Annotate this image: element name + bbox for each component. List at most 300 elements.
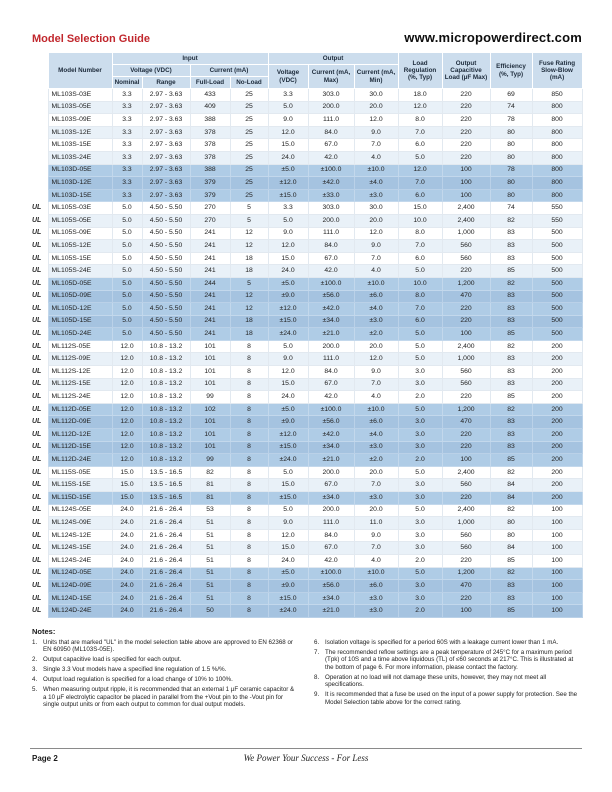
- col-header-full-load: Full-Load: [190, 77, 230, 89]
- note-text: It is recommended that a fuse be used on the input of a power supply for protection. See the Model Selection table above for the correct rating.: [325, 691, 578, 706]
- table-row-single-output: [30, 126, 582, 139]
- output-current-min: ±3.0: [354, 492, 398, 505]
- input-voltage-range: 10.8 - 13.2: [142, 429, 190, 442]
- input-voltage-nominal: 24.0: [112, 529, 142, 542]
- capacitive-load: 220: [442, 101, 490, 114]
- ul-mark: UL: [30, 214, 48, 227]
- input-voltage-range: 2.97 - 3.63: [142, 126, 190, 139]
- model-number: ML115S-05E: [48, 466, 112, 479]
- input-voltage-range: 10.8 - 13.2: [142, 403, 190, 416]
- input-voltage-nominal: 12.0: [112, 454, 142, 467]
- input-current-full-load: 388: [190, 114, 230, 127]
- model-number: ML105S-05E: [48, 214, 112, 227]
- load-regulation: 2.0: [398, 391, 442, 404]
- model-number: ML105D-24E: [48, 328, 112, 341]
- model-number: ML124D-24E: [48, 605, 112, 618]
- ul-mark: [30, 126, 48, 139]
- input-voltage-range: 13.5 - 16.5: [142, 479, 190, 492]
- website-url: www.micropowerdirect.com: [404, 30, 582, 45]
- fuse-rating: 200: [532, 492, 582, 505]
- input-current-full-load: 82: [190, 466, 230, 479]
- capacitive-load: 560: [442, 378, 490, 391]
- capacitive-load: 220: [442, 126, 490, 139]
- output-voltage: ±9.0: [268, 290, 308, 303]
- ul-mark: [30, 114, 48, 127]
- output-current-min: ±3.0: [354, 189, 398, 202]
- input-current-full-load: 241: [190, 328, 230, 341]
- output-voltage: 12.0: [268, 366, 308, 379]
- ul-mark: UL: [30, 265, 48, 278]
- model-number: ML112D-09E: [48, 416, 112, 429]
- input-current-no-load: 8: [230, 580, 268, 593]
- model-number: ML105D-12E: [48, 303, 112, 316]
- fuse-rating: 200: [532, 479, 582, 492]
- note-text: Output capacitive load is specified for each output.: [43, 656, 182, 664]
- input-current-no-load: 8: [230, 542, 268, 555]
- ul-mark: UL: [30, 366, 48, 379]
- fuse-rating: 200: [532, 441, 582, 454]
- output-current-min: 9.0: [354, 240, 398, 253]
- output-current-min: 7.0: [354, 139, 398, 152]
- load-regulation: 5.0: [398, 567, 442, 580]
- output-voltage: 9.0: [268, 517, 308, 530]
- ul-mark: UL: [30, 252, 48, 265]
- input-voltage-nominal: 3.3: [112, 89, 142, 102]
- output-current-min: ±6.0: [354, 416, 398, 429]
- input-current-full-load: 51: [190, 517, 230, 530]
- input-voltage-range: 4.50 - 5.50: [142, 303, 190, 316]
- ul-mark: UL: [30, 492, 48, 505]
- model-table-body: [30, 89, 582, 618]
- efficiency: 82: [490, 504, 532, 517]
- capacitive-load: 100: [442, 164, 490, 177]
- input-current-full-load: 51: [190, 542, 230, 555]
- input-current-no-load: 8: [230, 403, 268, 416]
- note-number: 7.: [314, 648, 320, 656]
- notes-title: Notes:: [32, 626, 56, 636]
- input-current-full-load: 241: [190, 290, 230, 303]
- output-current-min: 4.0: [354, 151, 398, 164]
- ul-mark: UL: [30, 378, 48, 391]
- table-row-dual-output: [30, 605, 582, 618]
- input-voltage-nominal: 5.0: [112, 214, 142, 227]
- input-current-no-load: 18: [230, 252, 268, 265]
- capacitive-load: 100: [442, 454, 490, 467]
- model-number: ML124S-12E: [48, 529, 112, 542]
- capacitive-load: 220: [442, 492, 490, 505]
- table-row-single-output: [30, 554, 582, 567]
- ul-mark: [30, 89, 48, 102]
- input-current-no-load: 5: [230, 277, 268, 290]
- fuse-rating: 200: [532, 366, 582, 379]
- input-voltage-range: 2.97 - 3.63: [142, 114, 190, 127]
- load-regulation: 3.0: [398, 542, 442, 555]
- efficiency: 69: [490, 89, 532, 102]
- output-voltage: ±15.0: [268, 441, 308, 454]
- load-regulation: 2.0: [398, 605, 442, 618]
- input-voltage-nominal: 24.0: [112, 580, 142, 593]
- output-voltage: 15.0: [268, 139, 308, 152]
- output-current-max: 67.0: [308, 378, 354, 391]
- table-row-single-output: [30, 252, 582, 265]
- ul-mark: UL: [30, 290, 48, 303]
- table-row-single-output: [30, 378, 582, 391]
- efficiency: 84: [490, 492, 532, 505]
- input-current-no-load: 25: [230, 189, 268, 202]
- table-row-single-output: [30, 391, 582, 404]
- input-current-no-load: 8: [230, 454, 268, 467]
- input-current-no-load: 25: [230, 164, 268, 177]
- model-number: ML103S-09E: [48, 114, 112, 127]
- load-regulation: 3.0: [398, 592, 442, 605]
- input-voltage-range: 21.6 - 26.4: [142, 580, 190, 593]
- input-voltage-nominal: 12.0: [112, 416, 142, 429]
- model-number: ML105D-15E: [48, 315, 112, 328]
- input-current-no-load: 8: [230, 429, 268, 442]
- output-current-max: ±21.0: [308, 605, 354, 618]
- output-current-min: 30.0: [354, 202, 398, 215]
- table-row-dual-output: [30, 441, 582, 454]
- table-header: [30, 53, 582, 89]
- note-text: The recommended reflow settings are a peak temperature of 245°C for a maximum period (Tpk) of 10S and a time above liquidous (TL) of ≤60 seconds at 217°C. This is illustrated at the bottom of page 6. For more information, please contact the factory.: [325, 648, 574, 671]
- note-item: [32, 639, 298, 654]
- efficiency: 83: [490, 303, 532, 316]
- model-number: ML112D-15E: [48, 441, 112, 454]
- ul-mark: UL: [30, 416, 48, 429]
- input-voltage-nominal: 15.0: [112, 466, 142, 479]
- note-number: 6.: [314, 638, 320, 646]
- load-regulation: 3.0: [398, 429, 442, 442]
- input-voltage-nominal: 3.3: [112, 189, 142, 202]
- table-row-single-output: [30, 101, 582, 114]
- output-voltage: 24.0: [268, 391, 308, 404]
- load-regulation: 3.0: [398, 378, 442, 391]
- output-current-max: ±34.0: [308, 592, 354, 605]
- output-current-max: 42.0: [308, 151, 354, 164]
- input-current-no-load: 25: [230, 114, 268, 127]
- model-number: ML124S-05E: [48, 504, 112, 517]
- fuse-rating: 550: [532, 202, 582, 215]
- output-current-min: 7.0: [354, 542, 398, 555]
- table-row-single-output: [30, 227, 582, 240]
- ul-mark: UL: [30, 580, 48, 593]
- efficiency: 84: [490, 542, 532, 555]
- note-text: Single 3.3 Vout models have a specified line regulation of 1.5 %/%.: [43, 666, 227, 674]
- input-voltage-range: 2.97 - 3.63: [142, 101, 190, 114]
- output-current-min: 11.0: [354, 517, 398, 530]
- model-number: ML124S-24E: [48, 554, 112, 567]
- input-voltage-nominal: 5.0: [112, 303, 142, 316]
- model-number: ML105S-12E: [48, 240, 112, 253]
- input-voltage-nominal: 5.0: [112, 252, 142, 265]
- output-voltage: 9.0: [268, 227, 308, 240]
- output-voltage: 5.0: [268, 340, 308, 353]
- ul-mark: UL: [30, 517, 48, 530]
- load-regulation: 3.0: [398, 441, 442, 454]
- output-current-min: 20.0: [354, 504, 398, 517]
- fuse-rating: 500: [532, 315, 582, 328]
- note-item: [314, 649, 580, 672]
- fuse-rating: 100: [532, 605, 582, 618]
- input-current-full-load: 379: [190, 189, 230, 202]
- ul-column-header: [30, 53, 48, 89]
- input-current-no-load: 18: [230, 328, 268, 341]
- input-voltage-range: 13.5 - 16.5: [142, 492, 190, 505]
- input-current-no-load: 25: [230, 139, 268, 152]
- capacitive-load: 560: [442, 479, 490, 492]
- ul-mark: UL: [30, 479, 48, 492]
- input-voltage-nominal: 3.3: [112, 101, 142, 114]
- output-voltage: 9.0: [268, 114, 308, 127]
- output-voltage: ±15.0: [268, 592, 308, 605]
- efficiency: 82: [490, 466, 532, 479]
- output-current-min: 9.0: [354, 529, 398, 542]
- col-header-capacitive-load: Output Capacitive Load (µF Max): [442, 53, 490, 89]
- fuse-rating: 100: [532, 580, 582, 593]
- output-current-max: ±42.0: [308, 429, 354, 442]
- output-voltage: ±5.0: [268, 277, 308, 290]
- input-voltage-nominal: 5.0: [112, 202, 142, 215]
- input-voltage-nominal: 15.0: [112, 492, 142, 505]
- input-current-full-load: 101: [190, 340, 230, 353]
- table-row-dual-output: [30, 177, 582, 190]
- efficiency: 83: [490, 429, 532, 442]
- output-voltage: ±9.0: [268, 580, 308, 593]
- input-current-full-load: 51: [190, 567, 230, 580]
- input-voltage-range: 10.8 - 13.2: [142, 378, 190, 391]
- notes-column-left: [32, 639, 298, 712]
- output-voltage: 5.0: [268, 466, 308, 479]
- load-regulation: 6.0: [398, 139, 442, 152]
- output-current-min: ±4.0: [354, 429, 398, 442]
- input-voltage-range: 21.6 - 26.4: [142, 517, 190, 530]
- fuse-rating: 800: [532, 114, 582, 127]
- capacitive-load: 560: [442, 542, 490, 555]
- fuse-rating: 200: [532, 454, 582, 467]
- input-voltage-nominal: 12.0: [112, 366, 142, 379]
- input-current-no-load: 8: [230, 517, 268, 530]
- input-current-no-load: 8: [230, 391, 268, 404]
- capacitive-load: 2,400: [442, 340, 490, 353]
- ul-mark: [30, 151, 48, 164]
- output-current-min: 20.0: [354, 214, 398, 227]
- output-voltage: 24.0: [268, 554, 308, 567]
- fuse-rating: 200: [532, 403, 582, 416]
- input-voltage-range: 2.97 - 3.63: [142, 139, 190, 152]
- table-row-single-output: [30, 89, 582, 102]
- output-current-max: 42.0: [308, 265, 354, 278]
- note-number: 1.: [32, 638, 38, 646]
- output-voltage: ±12.0: [268, 303, 308, 316]
- output-current-min: 7.0: [354, 252, 398, 265]
- input-current-full-load: 241: [190, 227, 230, 240]
- capacitive-load: 2,400: [442, 202, 490, 215]
- input-voltage-range: 4.50 - 5.50: [142, 227, 190, 240]
- load-regulation: 3.0: [398, 479, 442, 492]
- model-number: ML112S-12E: [48, 366, 112, 379]
- input-current-full-load: 101: [190, 416, 230, 429]
- input-voltage-nominal: 3.3: [112, 177, 142, 190]
- col-header-efficiency: Efficiency (%, Typ): [490, 53, 532, 89]
- table-row-dual-output: [30, 290, 582, 303]
- efficiency: 85: [490, 454, 532, 467]
- output-current-min: 12.0: [354, 114, 398, 127]
- table-row-dual-output: [30, 164, 582, 177]
- input-current-no-load: 8: [230, 492, 268, 505]
- input-current-full-load: 378: [190, 139, 230, 152]
- ul-mark: UL: [30, 391, 48, 404]
- input-current-full-load: 433: [190, 89, 230, 102]
- capacitive-load: 220: [442, 554, 490, 567]
- fuse-rating: 500: [532, 227, 582, 240]
- output-current-max: 42.0: [308, 554, 354, 567]
- ul-mark: UL: [30, 227, 48, 240]
- input-voltage-range: 4.50 - 5.50: [142, 315, 190, 328]
- ul-mark: UL: [30, 328, 48, 341]
- fuse-rating: 850: [532, 89, 582, 102]
- table-row-single-output: [30, 466, 582, 479]
- table-row-single-output: [30, 114, 582, 127]
- output-current-max: 303.0: [308, 202, 354, 215]
- output-current-max: ±21.0: [308, 328, 354, 341]
- efficiency: 83: [490, 441, 532, 454]
- model-number: ML115D-15E: [48, 492, 112, 505]
- load-regulation: 7.0: [398, 240, 442, 253]
- efficiency: 83: [490, 353, 532, 366]
- col-header-fuse-rating: Fuse Rating Slow-Blow (mA): [532, 53, 582, 89]
- input-voltage-nominal: 3.3: [112, 114, 142, 127]
- input-voltage-nominal: 24.0: [112, 567, 142, 580]
- output-current-min: 20.0: [354, 466, 398, 479]
- input-current-no-load: 8: [230, 567, 268, 580]
- output-current-max: ±21.0: [308, 454, 354, 467]
- col-header-model-number: Model Number: [48, 53, 112, 89]
- model-number: ML112S-05E: [48, 340, 112, 353]
- efficiency: 85: [490, 391, 532, 404]
- model-number: ML105S-09E: [48, 227, 112, 240]
- capacitive-load: 2,400: [442, 466, 490, 479]
- input-current-no-load: 25: [230, 177, 268, 190]
- output-current-max: 84.0: [308, 240, 354, 253]
- fuse-rating: 500: [532, 240, 582, 253]
- input-voltage-nominal: 24.0: [112, 554, 142, 567]
- col-header-load-regulation: Load Regulation (%, Typ): [398, 53, 442, 89]
- efficiency: 83: [490, 592, 532, 605]
- input-voltage-nominal: 5.0: [112, 315, 142, 328]
- efficiency: 82: [490, 340, 532, 353]
- output-current-max: ±34.0: [308, 315, 354, 328]
- input-voltage-range: 10.8 - 13.2: [142, 391, 190, 404]
- table-row-dual-output: [30, 315, 582, 328]
- load-regulation: 3.0: [398, 529, 442, 542]
- efficiency: 80: [490, 126, 532, 139]
- input-voltage-nominal: 5.0: [112, 240, 142, 253]
- model-number: ML112D-24E: [48, 454, 112, 467]
- output-current-max: ±56.0: [308, 580, 354, 593]
- output-voltage: 9.0: [268, 353, 308, 366]
- input-current-full-load: 241: [190, 252, 230, 265]
- capacitive-load: 220: [442, 139, 490, 152]
- capacitive-load: 560: [442, 529, 490, 542]
- note-item: [32, 686, 298, 709]
- ul-mark: UL: [30, 353, 48, 366]
- output-voltage: 24.0: [268, 151, 308, 164]
- input-current-full-load: 241: [190, 315, 230, 328]
- ul-mark: UL: [30, 315, 48, 328]
- capacitive-load: 220: [442, 151, 490, 164]
- input-voltage-nominal: 5.0: [112, 227, 142, 240]
- output-current-min: 30.0: [354, 89, 398, 102]
- input-current-full-load: 241: [190, 240, 230, 253]
- table-row-dual-output: [30, 580, 582, 593]
- output-current-min: 12.0: [354, 353, 398, 366]
- input-current-no-load: 8: [230, 466, 268, 479]
- fuse-rating: 100: [532, 592, 582, 605]
- capacitive-load: 1,200: [442, 277, 490, 290]
- input-voltage-range: 4.50 - 5.50: [142, 328, 190, 341]
- fuse-rating: 200: [532, 429, 582, 442]
- output-current-max: 200.0: [308, 101, 354, 114]
- output-voltage: ±15.0: [268, 189, 308, 202]
- fuse-rating: 100: [532, 542, 582, 555]
- input-voltage-nominal: 15.0: [112, 479, 142, 492]
- note-item: [314, 639, 580, 647]
- table-row-single-output: [30, 353, 582, 366]
- output-current-max: ±56.0: [308, 416, 354, 429]
- model-number: ML105S-24E: [48, 265, 112, 278]
- input-current-no-load: 8: [230, 340, 268, 353]
- fuse-rating: 800: [532, 164, 582, 177]
- col-header-range: Range: [142, 77, 190, 89]
- input-voltage-range: 2.97 - 3.63: [142, 177, 190, 190]
- output-voltage: 3.3: [268, 89, 308, 102]
- table-row-dual-output: [30, 429, 582, 442]
- input-current-full-load: 101: [190, 353, 230, 366]
- output-current-max: 200.0: [308, 340, 354, 353]
- efficiency: 80: [490, 177, 532, 190]
- output-current-min: 12.0: [354, 227, 398, 240]
- output-current-max: ±100.0: [308, 164, 354, 177]
- input-voltage-nominal: 12.0: [112, 340, 142, 353]
- load-regulation: 3.0: [398, 580, 442, 593]
- capacitive-load: 220: [442, 592, 490, 605]
- input-voltage-nominal: 3.3: [112, 126, 142, 139]
- output-voltage: ±5.0: [268, 403, 308, 416]
- capacitive-load: 1,000: [442, 517, 490, 530]
- efficiency: 83: [490, 315, 532, 328]
- model-number: ML103S-15E: [48, 139, 112, 152]
- page-header: [0, 0, 612, 52]
- fuse-rating: 800: [532, 151, 582, 164]
- capacitive-load: 1,200: [442, 567, 490, 580]
- table-row-single-output: [30, 479, 582, 492]
- input-voltage-range: 10.8 - 13.2: [142, 441, 190, 454]
- capacitive-load: 1,200: [442, 403, 490, 416]
- load-regulation: 6.0: [398, 189, 442, 202]
- input-voltage-range: 4.50 - 5.50: [142, 277, 190, 290]
- input-current-full-load: 81: [190, 479, 230, 492]
- output-voltage: ±24.0: [268, 454, 308, 467]
- output-current-min: ±10.0: [354, 403, 398, 416]
- table-row-dual-output: [30, 328, 582, 341]
- note-number: 8.: [314, 673, 320, 681]
- notes-section: [32, 627, 580, 712]
- input-voltage-nominal: 5.0: [112, 328, 142, 341]
- input-voltage-nominal: 3.3: [112, 139, 142, 152]
- fuse-rating: 800: [532, 101, 582, 114]
- load-regulation: 12.0: [398, 164, 442, 177]
- output-voltage: 15.0: [268, 542, 308, 555]
